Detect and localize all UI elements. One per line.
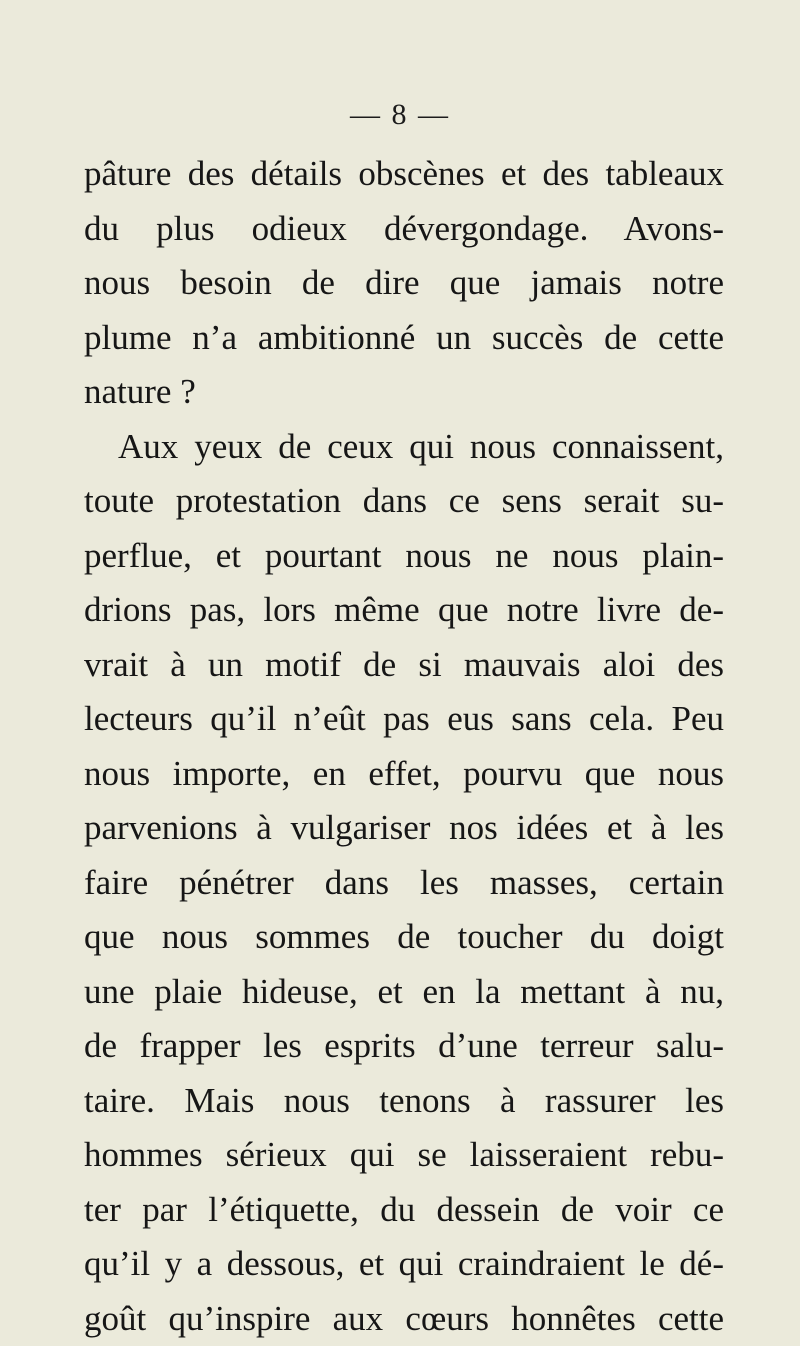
text-line: qu’il y a dessous, et qui craindraient le dé-	[84, 1237, 724, 1292]
text-line: faire pénétrer dans les masses, certain	[84, 856, 724, 911]
text-line: du plus odieux dévergondage. Avons-	[84, 202, 724, 257]
text-line: de frapper les esprits d’une terreur salu-	[84, 1019, 724, 1074]
text-line: nature ?	[84, 365, 724, 420]
text-line: ter par l’étiquette, du dessein de voir ce	[84, 1183, 724, 1238]
text-line: toute protestation dans ce sens serait su-	[84, 474, 724, 529]
text-line: vrait à un motif de si mauvais aloi des	[84, 638, 724, 693]
body-text	[84, 147, 724, 1346]
text-line: une plaie hideuse, et en la mettant à nu,	[84, 965, 724, 1020]
page-number: — 8 —	[0, 98, 800, 132]
text-line: pâture des détails obscènes et des tableaux	[84, 147, 724, 202]
text-line: hommes sérieux qui se laisseraient rebu-	[84, 1128, 724, 1183]
text-line: parvenions à vulgariser nos idées et à les	[84, 801, 724, 856]
text-line: perflue, et pourtant nous ne nous plain-	[84, 529, 724, 584]
text-line: taire. Mais nous tenons à rassurer les	[84, 1074, 724, 1129]
text-line: nous besoin de dire que jamais notre	[84, 256, 724, 311]
text-line: que nous sommes de toucher du doigt	[84, 910, 724, 965]
text-line: Aux yeux de ceux qui nous connaissent,	[84, 420, 724, 475]
text-line: plume n’a ambitionné un succès de cette	[84, 311, 724, 366]
text-line: drions pas, lors même que notre livre de-	[84, 583, 724, 638]
text-line: goût qu’inspire aux cœurs honnêtes cette	[84, 1292, 724, 1346]
text-line: lecteurs qu’il n’eût pas eus sans cela. Peu	[84, 692, 724, 747]
text-line: nous importe, en effet, pourvu que nous	[84, 747, 724, 802]
